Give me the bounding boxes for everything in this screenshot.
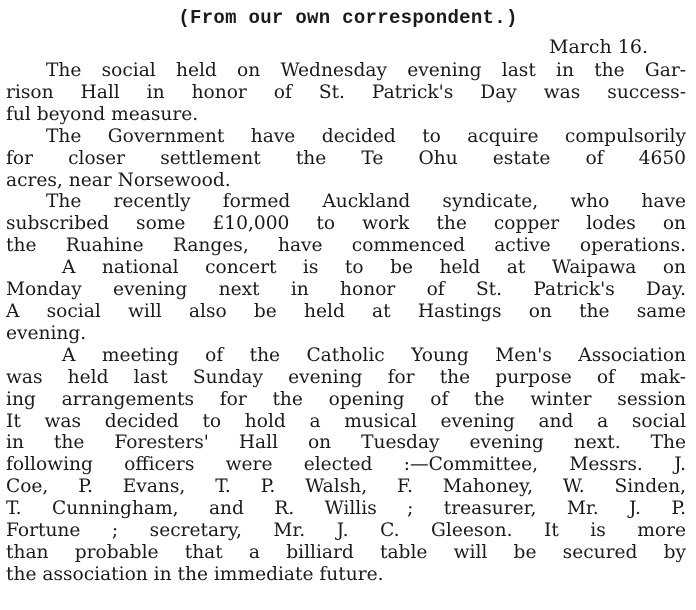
- paragraph-concert: [6, 257, 686, 345]
- text-line: A social will also be held at Hastings on the same: [6, 300, 686, 322]
- text-line: evening.: [6, 322, 87, 344]
- text-line: A meeting of the Catholic Young Men's Association: [62, 344, 686, 366]
- paragraph-syndicate: [6, 191, 686, 257]
- text-line: acres, near Norsewood.: [6, 169, 231, 191]
- text-line: Fortune ; secretary, Mr. J. C. Gleeson. It is more: [6, 520, 686, 542]
- text-line: the association in the immediate future.: [6, 563, 384, 585]
- text-line: following officers were elected :—Committee, Messrs. J.: [6, 454, 686, 476]
- text-line: ing arrangements for the opening of the winter session: [6, 388, 686, 410]
- text-line: rison Hall in honor of St. Patrick's Day was success-: [6, 81, 686, 103]
- text-line: subscribed some £10,000 to work the copper lodes on: [6, 213, 686, 235]
- text-line: in the Foresters' Hall on Tuesday evening next. The: [6, 432, 686, 454]
- paragraph-social: [6, 60, 686, 126]
- text-line: was held last Sunday evening for the purpose of mak-: [6, 366, 686, 388]
- paragraph-government: [6, 126, 686, 192]
- text-line: than probable that a billiard table will be secured by: [6, 541, 686, 563]
- text-line: A national concert is to be held at Waipawa on: [62, 257, 686, 279]
- paragraph-meeting: [6, 345, 686, 586]
- text-line: Monday evening next in honor of St. Patrick's Day.: [6, 279, 686, 301]
- text-line: The Government have decided to acquire compulsorily: [46, 125, 686, 147]
- dateline: March 16.: [549, 36, 648, 58]
- text-line: T. Cunningham, and R. Willis ; treasurer, Mr. J. P.: [6, 498, 686, 520]
- text-line: The recently formed Auckland syndicate, who have: [46, 191, 686, 213]
- article-body: [6, 60, 686, 586]
- text-line: ful beyond measure.: [6, 103, 199, 125]
- text-line: The social held on Wednesday evening last in the Gar-: [46, 60, 686, 81]
- text-line: It was decided to hold a musical evening and a social: [6, 410, 686, 432]
- byline: (From our own correspondent.): [178, 7, 518, 29]
- text-line: Coe, P. Evans, T. P. Walsh, F. Mahoney, W. Sinden,: [6, 476, 686, 498]
- text-line: for closer settlement the Te Ohu estate of 4650: [6, 147, 686, 169]
- text-line: the Ruahine Ranges, have commenced active operations.: [6, 235, 686, 257]
